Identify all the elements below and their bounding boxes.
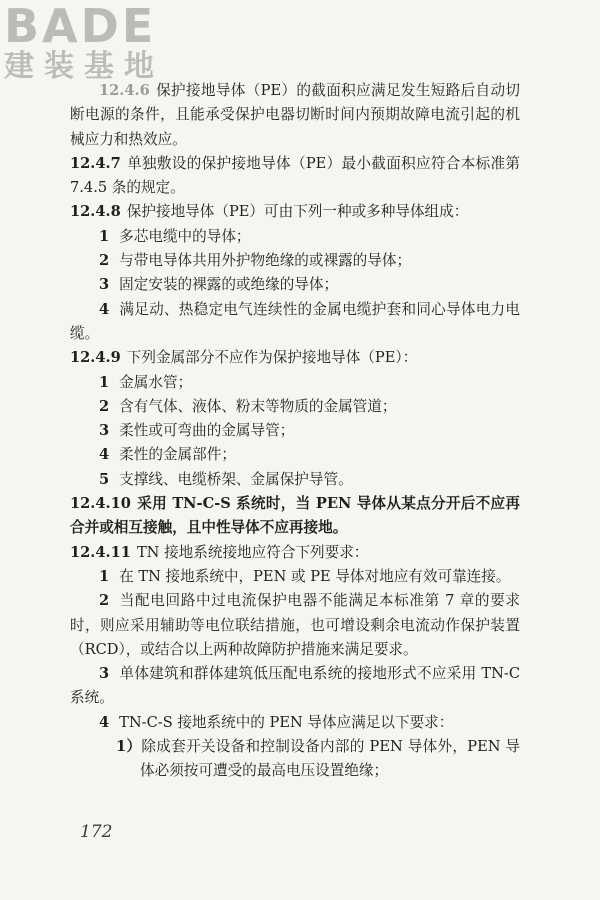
- list-item: 4 柔性的金属部件；: [99, 446, 236, 464]
- page-number: 172: [80, 822, 113, 842]
- watermark-latin: BADE: [4, 0, 157, 53]
- clause-text: 采用 TN-C-S 系统时，当 PEN 导体从某点分开后不应再合并或相互接触，且中性导体不应再接地。: [70, 495, 520, 537]
- clause-text: 保护接地导体（PE）可由下列一种或多种导体组成：: [126, 203, 469, 221]
- clause-12-4-7: [70, 152, 520, 201]
- clause-number: 12.4.9: [70, 349, 121, 367]
- watermark-logo: [4, 2, 164, 84]
- clause-12-4-11: [70, 541, 520, 565]
- list-item: 5 支撑线、电缆桥架、金属保护导管。: [99, 470, 353, 488]
- clause-12-4-10: [70, 492, 520, 541]
- clause-number: 12.4.6: [99, 82, 150, 99]
- clause-12-4-8: [70, 200, 520, 224]
- list-item: 3 单体建筑和群体建筑低压配电系统的接地形式不应采用 TN-C 系统。: [70, 665, 520, 707]
- list-item: 4 满足动、热稳定电气连续性的金属电缆护套和同心导体电力电缆。: [70, 300, 520, 342]
- clause-text: 下列金属部分不应作为保护接地导体（PE）：: [126, 349, 418, 367]
- clause-text: 单独敷设的保护接地导体（PE）最小截面积应符合本标准第 7.4.5 条的规定。: [70, 154, 520, 197]
- clause-number: 12.4.10: [70, 495, 131, 513]
- list-item: 2 含有气体、液体、粉末等物质的金属管道；: [99, 397, 397, 415]
- list-item: 1 金属水管；: [99, 373, 193, 391]
- sub-list-item: 1）除成套开关设备和控制设备内部的 PEN 导体外，PEN 导体必须按可遭受的最高电压设置绝缘；: [116, 738, 521, 780]
- watermark-chinese: 建装基地: [4, 49, 164, 84]
- list-item: 4 TN-C-S 接地系统中的 PEN 导体应满足以下要求：: [99, 713, 454, 731]
- list-item: 1 多芯电缆中的导体；: [99, 227, 251, 245]
- clause-number: 12.4.11: [70, 543, 131, 561]
- clause-text: TN 接地系统接地应符合下列要求：: [136, 543, 369, 561]
- document-page: [70, 79, 520, 784]
- clause-12-4-9: [70, 346, 520, 370]
- list-item: 2 与带电导体共用外护物绝缘的或裸露的导体；: [99, 252, 412, 270]
- clause-12-4-6: [70, 79, 520, 152]
- list-item: 3 固定安装的裸露的或绝缘的导体；: [99, 276, 339, 294]
- list-item: 2 当配电回路中过电流保护电器不能满足本标准第 7 章的要求时，则应采用辅助等电位联结措施，也可增设剩余电流动作保护装置（RCD），或结合以上两种故障防护措施来满足要求。: [70, 592, 520, 658]
- list-item: 1 在 TN 接地系统中，PEN 或 PE 导体对地应有效可靠连接。: [99, 567, 511, 585]
- clause-text: 保护接地导体（PE）的截面积应满足发生短路后自动切断电源的条件，且能承受保护电器切断时间内预期故障电流引起的机械应力和热效应。: [70, 82, 520, 148]
- clause-number: 12.4.7: [70, 154, 121, 172]
- clause-number: 12.4.8: [70, 203, 121, 221]
- list-item: 3 柔性或可弯曲的金属导管；: [99, 422, 295, 440]
